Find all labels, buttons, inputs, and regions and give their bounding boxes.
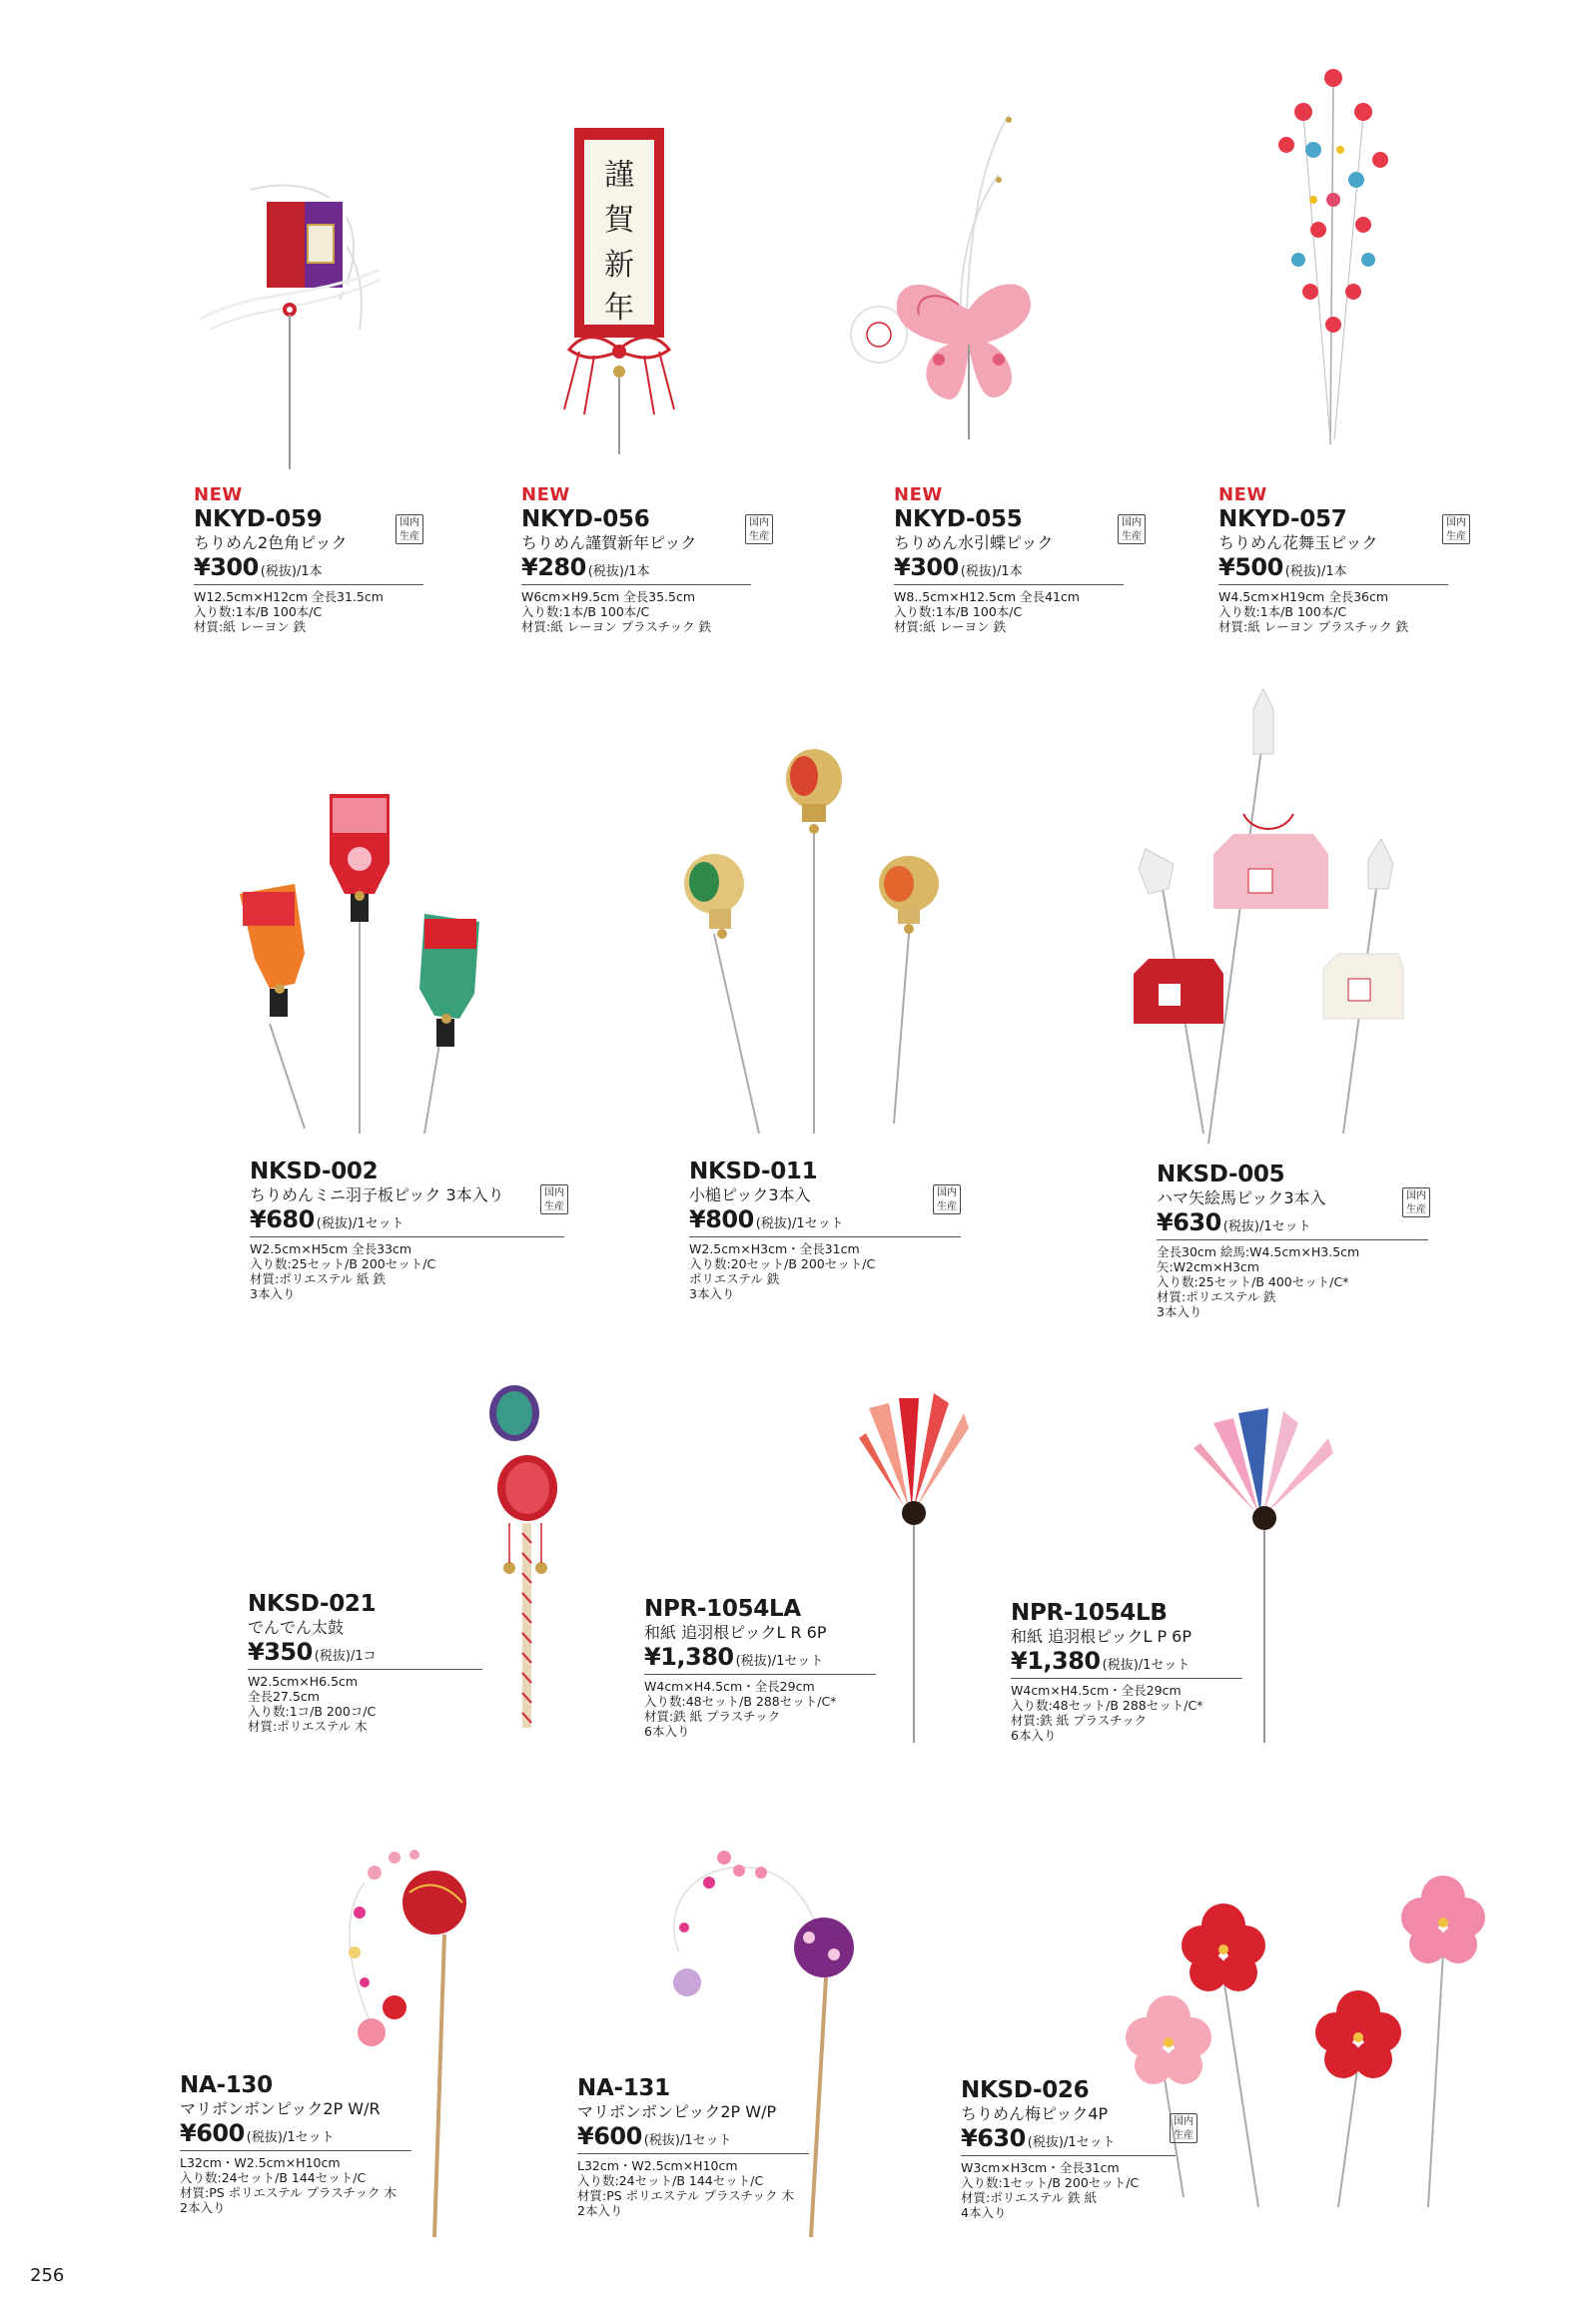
card-char-4: 年 [604,291,634,326]
made-in-japan-badge: 国内 生産 [396,514,423,544]
product-code: NKYD-056 [521,506,650,532]
tax-note: (税抜) [735,1654,772,1669]
made-in-japan-badge: 国内 生産 [1118,514,1146,544]
product-name: マリボンボンピック2P W/P [577,2102,777,2121]
product-price: ¥600 [180,2119,245,2147]
tax-note: (税抜) [260,564,297,579]
product-price: ¥630 [961,2124,1026,2152]
product-price: ¥280 [521,553,586,581]
product-name: ちりめん謹賀新年ピック [521,533,697,552]
page-number: 256 [30,2265,65,2286]
tax-note: (税抜) [1027,2135,1064,2150]
price-unit: /1本 [296,564,323,579]
new-tag: NEW [521,484,570,505]
price-unit: /1本 [996,564,1023,579]
product-code: NKYD-055 [894,506,1023,532]
product-code: NPR-1054LA [644,1596,801,1622]
product-specs: L32cm・W2.5cm×H10cm 入り数:24セット/B 144セット/C 材質:PS ポリエステル プラスチック 木 2本入り [180,2155,397,2215]
tax-note: (税抜) [314,1649,351,1664]
product-image-arrow-ema-picks [1114,684,1413,1154]
product-image-plum-blossom-picks [1124,1878,1493,2217]
new-tag: NEW [194,484,243,505]
price-unit: /1セット [1258,1219,1311,1234]
product-price: ¥300 [194,553,259,581]
product-image-butterfly-pick [849,105,1049,444]
product-specs: 全長30cm 絵馬:W4.5cm×H3.5cm 矢:W2cm×H3cm 入り数:25セット/B 400セット/C* 材質:ポリエステル 鉄 3本入り [1157,1244,1360,1319]
card-char-1: 謹 [604,158,634,193]
made-in-japan-badge: 国内 生産 [933,1184,961,1214]
product-name: 小槌ピック3本入 [689,1185,811,1204]
product-price: ¥500 [1218,553,1283,581]
price-unit: /1セット [791,1216,844,1231]
product-code: NKSD-026 [961,2077,1090,2103]
product-specs: W2.5cm×H5cm 全長33cm 入り数:25セット/B 200セット/C 材質:ポリエステル 紙 鉄 3本入り [250,1241,436,1301]
price-unit: /1本 [623,564,650,579]
product-image-hagoita-picks [225,784,504,1144]
product-specs: W6cm×H9.5cm 全長35.5cm 入り数:1本/B 100本/C 材質:紙 レーヨン プラスチック 鉄 [521,589,712,634]
product-specs: W2.5cm×H3cm・全長31cm 入り数:20セット/B 200セット/C ポリエステル 鉄 3本入り [689,1241,876,1301]
product-specs: W4cm×H4.5cm・全長29cm 入り数:48セット/B 288セット/C* 材質:鉄 紙 プラスチック 6本入り [1011,1683,1203,1743]
product-price: ¥350 [248,1638,313,1666]
tax-note: (税抜) [246,2130,283,2145]
product-specs: L32cm・W2.5cm×H10cm 入り数:24セット/B 144セット/C 材質:PS ポリエステル プラスチック 木 2本入り [577,2158,794,2218]
tax-note: (税抜) [755,1216,792,1231]
product-name: ちりめん水引蝶ピック [894,533,1054,552]
made-in-japan-badge: 国内 生産 [1402,1187,1430,1217]
price-unit: /1セット [1138,1658,1191,1673]
product-code: NKYD-057 [1218,506,1347,532]
product-specs: W2.5cm×H6.5cm 全長27.5cm 入り数:1コ/B 200コ/C 材質:ポリエステル 木 [248,1674,377,1734]
made-in-japan-badge: 国内 生産 [745,514,773,544]
product-name: ちりめん花舞玉ピック [1218,533,1378,552]
product-price: ¥600 [577,2122,642,2150]
product-name: でんでん太鼓 [248,1618,345,1637]
product-image-den-den-drum [479,1383,589,1733]
product-price: ¥630 [1157,1208,1221,1236]
product-name: ちりめんミニ羽子板ピック 3本入り [250,1185,504,1204]
new-tag: NEW [1218,484,1267,505]
product-specs: W8..5cm×H12.5cm 全長41cm 入り数:1本/B 100本/C 材質:紙 レーヨン 鉄 [894,589,1080,634]
price-unit: /1セット [282,2130,335,2145]
price-unit: /1セット [679,2133,732,2148]
product-code: NA-130 [180,2072,273,2098]
tax-note: (税抜) [316,1216,353,1231]
product-price: ¥800 [689,1205,754,1233]
price-unit: /1コ [350,1649,377,1664]
product-name: ちりめん梅ピック4P [961,2104,1109,2123]
tax-note: (税抜) [1284,564,1321,579]
product-specs: W4.5cm×H19cm 全長36cm 入り数:1本/B 100本/C 材質:紙 レーヨン プラスチック 鉄 [1218,589,1409,634]
price-unit: /1セット [1063,2135,1116,2150]
tax-note: (税抜) [1102,1658,1139,1673]
product-code: NKSD-021 [248,1591,377,1617]
product-price: ¥300 [894,553,959,581]
product-code: NKYD-059 [194,506,323,532]
product-specs: W12.5cm×H12cm 全長31.5cm 入り数:1本/B 100本/C 材質:紙 レーヨン 鉄 [194,589,384,634]
product-code: NKSD-002 [250,1159,379,1184]
price-unit: /1セット [352,1216,404,1231]
product-image-flower-ball-pick [1268,60,1398,449]
made-in-japan-badge: 国内 生産 [540,1184,568,1214]
tax-note: (税抜) [960,564,997,579]
product-code: NA-131 [577,2075,670,2101]
product-image-square-pick [190,180,390,479]
product-price: ¥1,380 [1011,1647,1101,1675]
new-tag: NEW [894,484,943,505]
product-price: ¥680 [250,1205,315,1233]
made-in-japan-badge: 国内 生産 [1442,514,1470,544]
price-unit: /1本 [1320,564,1347,579]
card-char-3: 新 [604,248,634,283]
product-specs: W3cm×H3cm・全長31cm 入り数:1セット/B 200セット/C 材質:ポリエステル 鉄 紙 4本入り [961,2160,1140,2220]
product-code: NPR-1054LB [1011,1600,1168,1626]
made-in-japan-badge: 国内 生産 [1170,2113,1197,2143]
product-image-mallet-picks [664,734,944,1144]
product-price: ¥1,380 [644,1643,734,1671]
product-name: 和紙 追羽根ピックL P 6P [1011,1627,1193,1646]
product-image-new-year-card-pick [539,120,699,459]
product-name: ハマ矢絵馬ピック3本入 [1157,1188,1326,1207]
product-specs: W4cm×H4.5cm・全長29cm 入り数:48セット/B 288セット/C* 材質:鉄 紙 プラスチック 6本入り [644,1679,837,1739]
tax-note: (税抜) [587,564,624,579]
product-code: NKSD-005 [1157,1162,1285,1187]
tax-note: (税抜) [643,2133,680,2148]
card-char-2: 賀 [604,203,634,238]
product-name: 和紙 追羽根ピックL R 6P [644,1623,827,1642]
tax-note: (税抜) [1222,1219,1259,1234]
product-code: NKSD-011 [689,1159,818,1184]
product-name: マリボンボンピック2P W/R [180,2099,381,2118]
price-unit: /1セット [771,1654,824,1669]
product-name: ちりめん2色角ピック [194,533,348,552]
